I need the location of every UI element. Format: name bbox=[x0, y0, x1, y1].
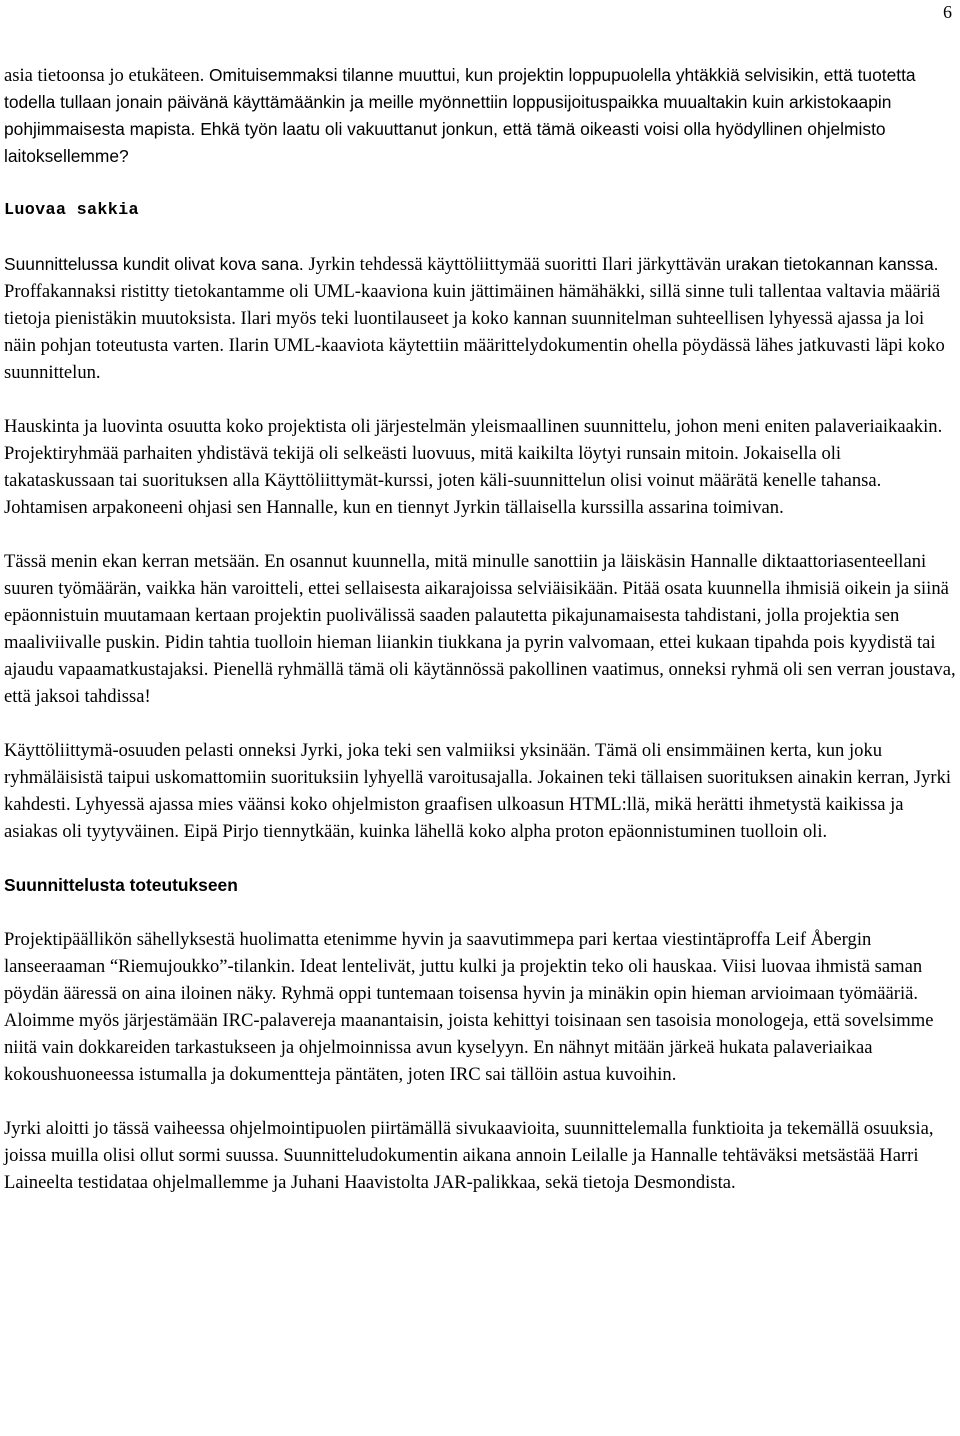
section-heading-suunnittelusta-toteutukseen: Suunnittelusta toteutukseen bbox=[4, 875, 238, 895]
paragraph-2-sans-a: Suunnittelussa kundit olivat kova sana. bbox=[4, 254, 309, 274]
paragraph-3: Hauskinta ja luovinta osuutta koko projektista oli järjestelmän yleismaallinen suunnittelu, johon meni eniten palaveriaikaakin. Projektiryhmää parhaiten yhdistävä tekijä oli selkeästi luovuus, mitä kaikilta löytyi runsain mitoin. Jokaisella oli takataskussaan tai suorituksen alla Käyttöliittymät-kurssi, joten käli-suunnittelun olisi voinut määrätä kenelle tahansa. Johtamisen arpakoneeni ohjasi sen Hannalle, kun en tiennyt Jyrkin tällaisella kurssilla assarina toimivan. bbox=[4, 416, 943, 518]
paragraph-1-sans: Omituisemmaksi tilanne muuttui, kun projektin loppupuolella yhtäkkiä selvisikin, että tuotetta todella tullaan jonain päivänä käyttämäänkin ja meille myönnettiin loppusijoituspaikka muualtakin kuin arkistokaapin pohjimmaisesta mapista. Ehkä työn laatu oli vakuuttanut jonkun, että tämä oikeasti voisi olla hyödyllinen ohjelmisto laitoksellemme? bbox=[4, 65, 916, 166]
paragraph-1 bbox=[4, 62, 956, 170]
paragraph-5: Käyttöliittymä-osuuden pelasti onneksi Jyrki, joka teki sen valmiiksi yksinään. Tämä oli ensimmäinen kerta, kun joku ryhmäläisistä taipui uskomattomiin suorituksiin lyhyellä varoitusajalla. Jokainen teki tällaisen suorituksen ainakin kerran, Jyrki kahdesti. Lyhyessä ajassa mies väänsi koko ohjelmiston graafisen ulkoasun HTML:llä, mikä herätti ihmetystä kaikissa ja asiakas oli tyytyväinen. Eipä Pirjo tiennytkään, kuinka lähellä koko alpha proton epäonnistuminen tuolloin oli. bbox=[4, 740, 952, 842]
document-page bbox=[4, 0, 956, 1436]
paragraph-2-serif-b: Proffakannaksi ristitty tietokantamme oli UML-kaaviona kuin jättimäinen hämähäkki, sillä sinne tuli tallentaa valtavia määriä tietoja pienistäkin muutoksista. Ilari myös teki luontilauseet ja koko kannan suunnitelman suhteellisen lyhyessä ajassa ja loi näin pohjan toteutusta varten. Ilarin UML-kaaviota käytettiin määrittelydokumentin ohella pöydässä lähes jatkuvasti läpi koko suunnittelun. bbox=[4, 281, 945, 383]
paragraph-7: Jyrki aloitti jo tässä vaiheessa ohjelmointipuolen piirtämällä sivukaavioita, suunnittelemalla funktioita ja tekemällä osuuksia, joissa muilla olisi ollut sormi suussa. Suunnitteludokumentin aikana annoin Leilalle ja Hannalle tehtäväksi metsästää Harri Laineelta testidataa ohjelmallemme ja Juhani Haavistolta JAR-palikkaa, sekä tietoja Desmondista. bbox=[4, 1118, 934, 1193]
document-body bbox=[4, 62, 956, 1196]
paragraph-2 bbox=[4, 251, 956, 386]
paragraph-6: Projektipäällikön sähellyksestä huolimatta etenimme hyvin ja saavutimmepa pari kertaa viestintäproffa Leif Åbergin lanseeraaman “Riemujoukko”-tilankin. Ideat lentelivät, juttu kulki ja projektin teko oli hauskaa. Viisi luovaa ihmistä saman pöydän ääressä on aina iloinen näky. Ryhmä oppi tuntemaan toisensa hyvin ja minäkin opin hieman arvioimaan työmääriä. Aloimme myös järjestämään IRC-palavereja maanantaisin, joista kehittyi toisinaan sen tasoisia monologeja, että sovelsimme niitä vain dokkareiden tarkastukseen ja ohjelmoinnissa avun kyselyyn. En nähnyt mitään järkeä hukata palaveriaikaa kokoushuoneessa istumalla ja dokumentteja päntäten, joten IRC sai tällöin astua kuvoihin. bbox=[4, 929, 934, 1085]
paragraph-4: Tässä menin ekan kerran metsään. En osannut kuunnella, mitä minulle sanottiin ja läiskäsin Hannalle diktaattoriasenteellani suuren työmäärän, vaikka hän varoitteli, ettei sellaisesta aikarajoissa selviäisikään. Pitää osata kuunnella ihmisiä oikein ja siinä epäonnistuin muutamaan kertaan projektin puolivälissä saaden palautetta pikajunamaisesta tahdistani, jolla projektia sen maaliviivalle puskin. Pidin tahtia tuolloin hieman liiankin tiukkana ja pyrin valvomaan, ettei kukaan tipahda pois kyydistä tai ajaudu vapaamatkustajaksi. Pienellä ryhmällä tämä oli käytännössä pakollinen vaatimus, onneksi ryhmä oli sen verran joustava, että jaksoi tahdissa! bbox=[4, 551, 956, 707]
page-number: 6 bbox=[943, 2, 952, 22]
paragraph-1-serif: asia tietoonsa jo etukäteen. bbox=[4, 65, 209, 86]
paragraph-2-serif-a: Jyrkin tehdessä käyttöliittymää suoritti Ilari järkyttävän bbox=[308, 254, 726, 275]
paragraph-2-sans-b: urakan tietokannan kanssa. bbox=[725, 254, 939, 274]
section-heading-luovaa-sakkia: Luovaa sakkia bbox=[4, 201, 139, 220]
